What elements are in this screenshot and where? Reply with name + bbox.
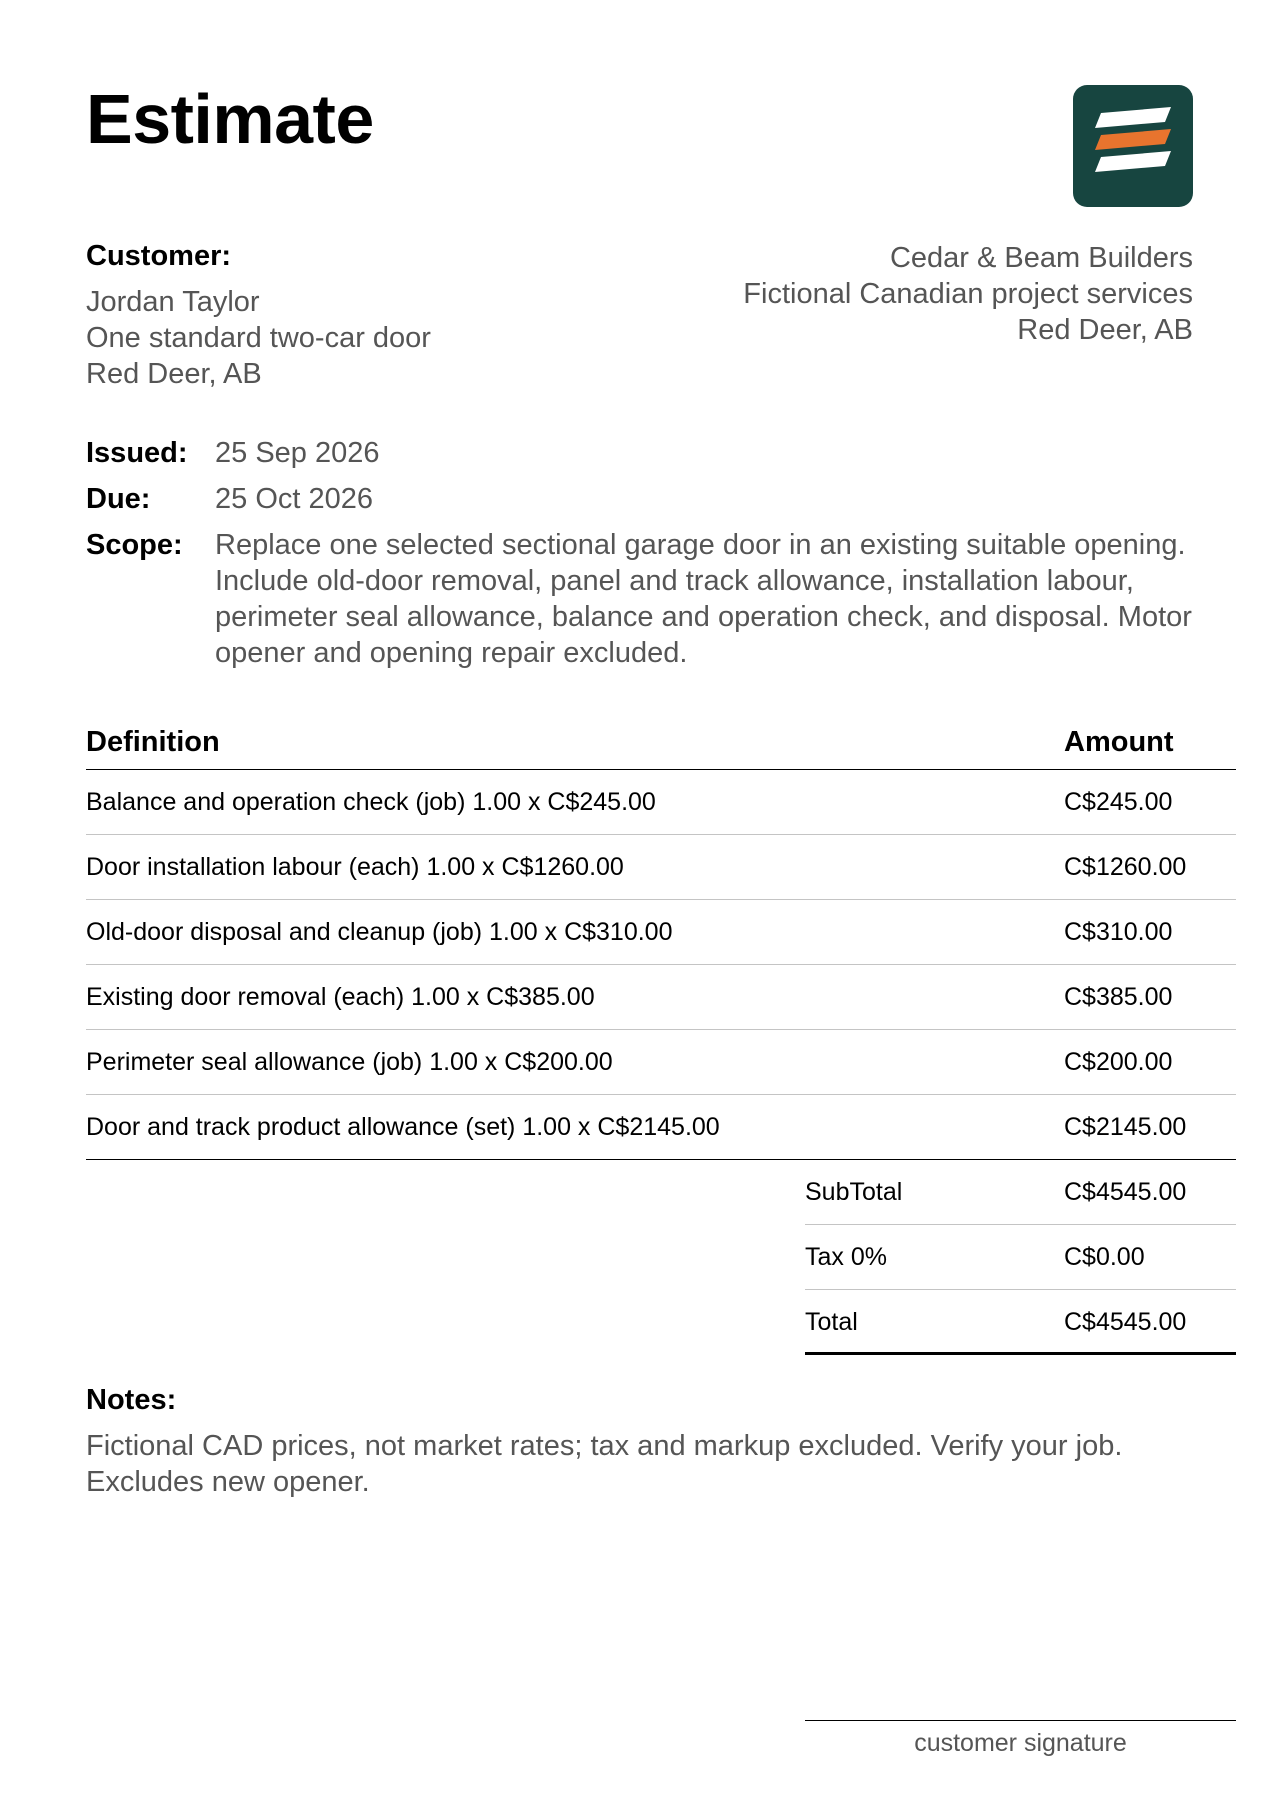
scope-value: Replace one selected sectional garage door in an existing suitable opening. Include old-door removal, panel and track allowance, installation labour, perimeter seal allowance, balance and operation check, and disposal. Motor opener and opening repair excluded.: [215, 529, 1192, 669]
tax-value: C$0.00: [1064, 1243, 1145, 1271]
due-value: 25 Oct 2026: [215, 483, 373, 515]
due-label: Due:: [86, 483, 151, 515]
definition-header: Definition: [86, 726, 220, 758]
row-amount: C$310.00: [1064, 918, 1173, 946]
customer-name: Jordan Taylor: [86, 286, 260, 318]
table-row: [86, 835, 1236, 900]
row-definition: Balance and operation check (job) 1.00 x C$245.00: [86, 788, 656, 816]
notes-text: Fictional CAD prices, not market rates; tax and markup excluded. Verify your job. Excludes new opener.: [86, 1430, 1123, 1498]
total-row: [805, 1290, 1236, 1355]
row-amount: C$385.00: [1064, 983, 1173, 1011]
row-amount: C$200.00: [1064, 1048, 1173, 1076]
table-row: [86, 900, 1236, 965]
line-items-header: [86, 726, 1236, 770]
row-definition: Door installation labour (each) 1.00 x C$1260.00: [86, 853, 624, 881]
issued-row: [86, 435, 1225, 471]
signature-line: [805, 1720, 1236, 1721]
total-label: Total: [805, 1308, 858, 1336]
row-definition: Door and track product allowance (set) 1.00 x C$2145.00: [86, 1113, 720, 1141]
amount-header: Amount: [1064, 726, 1174, 758]
table-row: [86, 1095, 1236, 1160]
subtotal-label: SubTotal: [805, 1178, 903, 1206]
logo-middle-stripe: [1095, 129, 1171, 150]
row-definition: Perimeter seal allowance (job) 1.00 x C$200.00: [86, 1048, 613, 1076]
tax-label: Tax 0%: [805, 1243, 887, 1271]
subtotal-value: C$4545.00: [1064, 1178, 1187, 1206]
row-amount: C$2145.00: [1064, 1113, 1187, 1141]
logo-top-stripe: [1095, 107, 1171, 128]
customer-description: One standard two-car door: [86, 322, 431, 354]
scope-row: [86, 527, 1225, 671]
notes-label: Notes:: [86, 1384, 177, 1416]
customer-location: Red Deer, AB: [86, 358, 262, 390]
company-logo: [1073, 85, 1193, 207]
row-definition: Old-door disposal and cleanup (job) 1.00 x C$310.00: [86, 918, 673, 946]
table-row: [86, 965, 1236, 1030]
business-block: [743, 240, 1193, 348]
stacked-planks-icon: [1073, 85, 1193, 207]
row-amount: C$1260.00: [1064, 853, 1187, 881]
total-value: C$4545.00: [1064, 1308, 1187, 1336]
page-title: Estimate: [86, 80, 374, 158]
tax-row: [805, 1225, 1236, 1290]
table-row: [86, 770, 1236, 835]
due-row: [86, 481, 1225, 517]
scope-label: Scope:: [86, 529, 183, 561]
business-name: Cedar & Beam Builders: [889, 242, 1193, 274]
row-definition: Existing door removal (each) 1.00 x C$385.00: [86, 983, 595, 1011]
issued-label: Issued:: [86, 437, 188, 469]
business-location: Red Deer, AB: [1017, 314, 1193, 346]
row-amount: C$245.00: [1064, 788, 1173, 816]
customer-label: Customer:: [86, 240, 232, 272]
table-row: [86, 1030, 1236, 1095]
business-tagline: Fictional Canadian project services: [743, 278, 1193, 310]
issued-value: 25 Sep 2026: [215, 437, 380, 469]
logo-bottom-stripe: [1095, 151, 1171, 172]
signature-label: customer signature: [914, 1729, 1127, 1757]
subtotal-row: [805, 1160, 1236, 1225]
customer-block: [86, 284, 431, 392]
